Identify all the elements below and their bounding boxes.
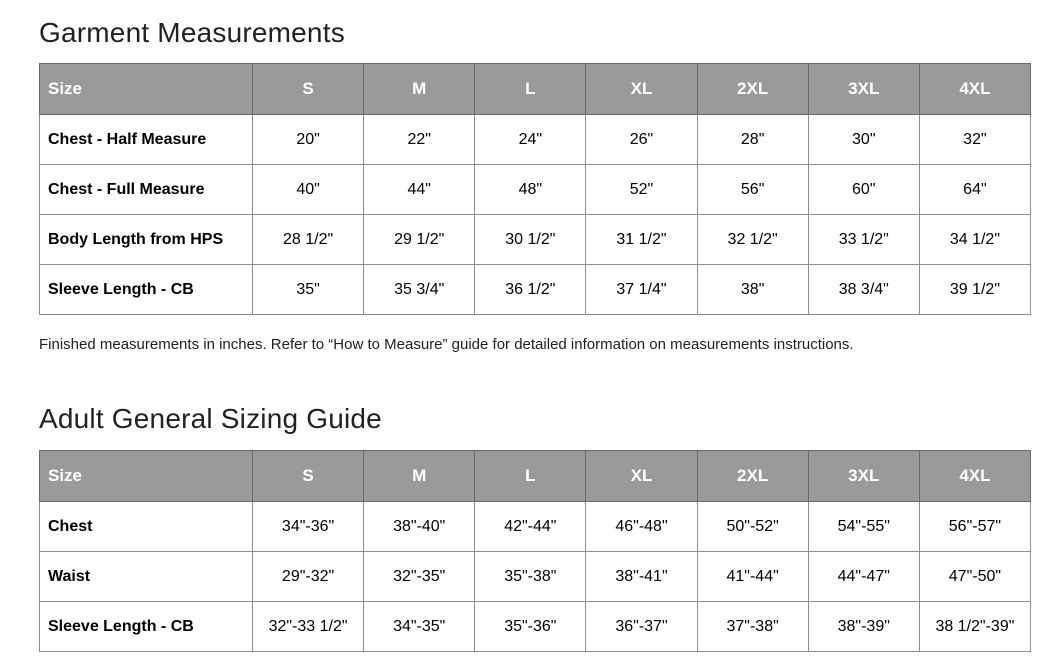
size-column-header-cell: S (253, 451, 364, 502)
measurement-value-cell: 24" (475, 115, 586, 165)
garment-measurements-table (39, 63, 1031, 315)
measurement-value-cell: 30 1/2" (475, 215, 586, 265)
measurement-value-cell: 34"-35" (364, 602, 475, 652)
measurement-value-cell: 38 1/2"-39" (919, 602, 1030, 652)
measurement-value-cell: 48" (475, 165, 586, 215)
measurement-value-cell: 35 3/4" (364, 265, 475, 315)
adult-sizing-guide-title: Adult General Sizing Guide (39, 403, 382, 434)
row-label-cell: Chest - Full Measure (40, 165, 253, 215)
measurement-value-cell: 32"-33 1/2" (253, 602, 364, 652)
measurement-value-cell: 38"-41" (586, 552, 697, 602)
measurement-value-cell: 28" (697, 115, 808, 165)
size-column-header-cell: 3XL (808, 451, 919, 502)
measurement-value-cell: 36"-37" (586, 602, 697, 652)
measurement-value-cell: 34 1/2" (919, 215, 1030, 265)
measurement-value-cell: 22" (364, 115, 475, 165)
table-row (40, 552, 1031, 602)
row-label-cell: Chest (40, 502, 253, 552)
size-column-header-cell: L (475, 451, 586, 502)
size-column-header-cell: 4XL (919, 451, 1030, 502)
table-row (40, 165, 1031, 215)
measurement-value-cell: 28 1/2" (253, 215, 364, 265)
measurement-value-cell: 44"-47" (808, 552, 919, 602)
size-column-header-cell: 4XL (919, 64, 1030, 115)
size-column-header-cell: M (364, 64, 475, 115)
row-label-cell: Waist (40, 552, 253, 602)
measurement-value-cell: 29"-32" (253, 552, 364, 602)
measurement-value-cell: 38 3/4" (808, 265, 919, 315)
garment-measurements-title: Garment Measurements (39, 17, 345, 48)
table-row (40, 602, 1031, 652)
measurement-value-cell: 38"-39" (808, 602, 919, 652)
measurement-value-cell: 38"-40" (364, 502, 475, 552)
size-column-header-cell: XL (586, 451, 697, 502)
size-row-header-cell: Size (40, 451, 253, 502)
row-label-cell: Chest - Half Measure (40, 115, 253, 165)
size-column-header-cell: 2XL (697, 64, 808, 115)
size-column-header-cell: M (364, 451, 475, 502)
measurement-value-cell: 20" (253, 115, 364, 165)
table-row (40, 502, 1031, 552)
size-column-header-cell: 2XL (697, 451, 808, 502)
measurement-value-cell: 56"-57" (919, 502, 1030, 552)
measurement-value-cell: 37 1/4" (586, 265, 697, 315)
size-column-header-cell: 3XL (808, 64, 919, 115)
measurement-value-cell: 64" (919, 165, 1030, 215)
measurement-value-cell: 46"-48" (586, 502, 697, 552)
table-row (40, 265, 1031, 315)
row-label-cell: Body Length from HPS (40, 215, 253, 265)
measurement-value-cell: 39 1/2" (919, 265, 1030, 315)
measurements-note: Finished measurements in inches. Refer to “How to Measure” guide for detailed information on measurements instructions. (39, 336, 854, 353)
measurement-value-cell: 38" (697, 265, 808, 315)
size-column-header-cell: XL (586, 64, 697, 115)
table-row (40, 215, 1031, 265)
measurement-value-cell: 30" (808, 115, 919, 165)
measurement-value-cell: 44" (364, 165, 475, 215)
measurement-value-cell: 31 1/2" (586, 215, 697, 265)
measurement-value-cell: 56" (697, 165, 808, 215)
measurement-value-cell: 40" (253, 165, 364, 215)
measurement-value-cell: 50"-52" (697, 502, 808, 552)
measurement-value-cell: 35"-38" (475, 552, 586, 602)
table-row (40, 115, 1031, 165)
adult-sizing-guide-table (39, 450, 1031, 652)
measurement-value-cell: 42"-44" (475, 502, 586, 552)
measurement-value-cell: 29 1/2" (364, 215, 475, 265)
measurement-value-cell: 34"-36" (253, 502, 364, 552)
size-column-header-cell: S (253, 64, 364, 115)
size-column-header-cell: L (475, 64, 586, 115)
row-label-cell: Sleeve Length - CB (40, 602, 253, 652)
measurement-value-cell: 26" (586, 115, 697, 165)
measurement-value-cell: 35" (253, 265, 364, 315)
measurement-value-cell: 60" (808, 165, 919, 215)
measurement-value-cell: 36 1/2" (475, 265, 586, 315)
measurement-value-cell: 37"-38" (697, 602, 808, 652)
size-row-header-cell: Size (40, 64, 253, 115)
measurement-value-cell: 52" (586, 165, 697, 215)
row-label-cell: Sleeve Length - CB (40, 265, 253, 315)
table-header-row (40, 451, 1031, 502)
measurement-value-cell: 47"-50" (919, 552, 1030, 602)
table-header-row (40, 64, 1031, 115)
measurement-value-cell: 32"-35" (364, 552, 475, 602)
measurement-value-cell: 54"-55" (808, 502, 919, 552)
measurement-value-cell: 32" (919, 115, 1030, 165)
size-chart-content (39, 0, 1031, 652)
measurement-value-cell: 32 1/2" (697, 215, 808, 265)
measurement-value-cell: 33 1/2" (808, 215, 919, 265)
measurement-value-cell: 41"-44" (697, 552, 808, 602)
measurement-value-cell: 35"-36" (475, 602, 586, 652)
